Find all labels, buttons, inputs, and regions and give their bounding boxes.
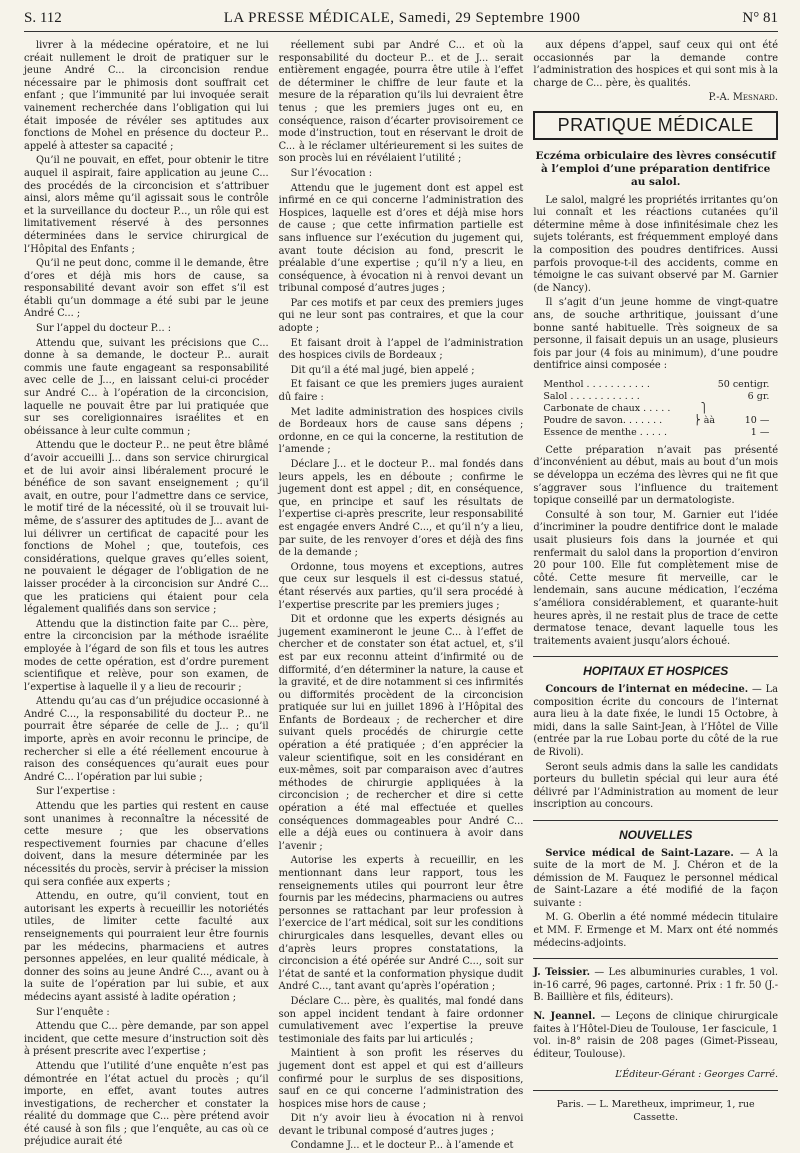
- col2-paragraph: Dit n’y avoir lieu à évocation ni à renvoi devant le tribunal composé d’autres juges ;: [278, 1113, 524, 1137]
- editor-line: L’Éditeur-Gérant : Georges Carré.: [615, 1069, 779, 1081]
- section-banner: PRATIQUE MÉDICALE: [533, 111, 778, 140]
- news-saint-lazare-2: M. G. Oberlin a été nommé médecin titulaire et MM. F. Ermenge et M. Marx ont été nommés médecins-adjoints.: [533, 912, 779, 949]
- recipe-qty: 50 centigr.: [717, 378, 770, 390]
- bibliography-text: — Les albuminuries curables, 1 vol. in-16 carré, 96 pages, cartonné. Prix : 1 fr. 50 (J.-B. Baillière et fils, éditeurs).: [533, 967, 779, 1004]
- article-body-continued: [533, 445, 778, 649]
- recipe-name: Carbonate de chaux . . . . .: [543, 402, 671, 414]
- col1-paragraph: Sur l’expertise :: [36, 786, 116, 798]
- col1-paragraph: Qu’il ne pouvait, en effet, pour obtenir le titre auquel il aspirait, faire application au jeune C... des procédés de la circoncision et s’attribuer ainsi, alors même qu’il agissait sous le contrôle et la surveillance du docteur P..., un rôle qui est limitativement réservé à des personnes déterminées dans le service chirurgical de l’Hôpital des Enfants ;: [24, 155, 269, 255]
- col2-paragraph: Et faisant ce que les premiers juges auraient dû faire :: [278, 379, 524, 404]
- recipe-row: [543, 403, 769, 415]
- col1-paragraph: Attendu que la distinction faite par C... père, entre la circoncision par la méthode israélite employée à l’égard de son fils et tous les autres modes de cette opération, est d’ordre purement scientifique et relève, pour son examen, de l’expertise à laquelle il y a lieu de recourir ;: [24, 618, 269, 693]
- col2-paragraph: Dit et ordonne que les experts désignés au jugement examineront le jeune C... à l’effet de chercher et de constater son état actuel, et, s’il est par eux reconnu atteint d’infirmité ou de difformité, d’en déterminer la nature, la cause et la gravité, et de dire notamment si ces infirmités ou difformités procèdent de la circoncision pratiquée sur lui en juillet 1896 à l’Hôpital des Enfants de Bordeaux ; de rechercher et dire suivant quels procédés de chirurgie cette opération a été pratiquée ; d’en apprécier la valeur scientifique, soit en les considérant en eux-mêmes, soit par comparaison avec d’autres méthodes de chirurgie appliquées à la circoncision ; de rechercher et dire si cette opération a été mal effectuée et quelles conséquences dommageables pour André C... elle a déjà eues ou continuera à avoir dans l’avenir ;: [278, 614, 524, 852]
- article-title: Eczéma orbiculaire des lèvres consécutif à l’emploi d’une préparation dentifrice au salol.: [535, 149, 776, 188]
- section-title-nouvelles: NOUVELLES: [619, 827, 693, 842]
- col2-paragraph: Sur l’évocation :: [290, 167, 372, 179]
- article-paragraph: Le salol, malgré les propriétés irritantes qu’on lui connaît et les réactions cutanées qu’il détermine même à dose infinitésimale chez les sujets tolérants, est fréquemment employé dans la composition des poudres dentifrices. Aussi parfois provoque-t-il des accidents, comme en témoigne le cas suivant observé par M. Garnier (de Nancy).: [533, 194, 779, 294]
- col2-paragraph: Maintient à son profit les réserves du jugement dont est appel et qui est d’ailleurs confirmé pour le surplus de ses dispositions, sauf en ce qui concerne l’administration des hospices mise hors de cause ;: [278, 1048, 524, 1110]
- recipe-row: [543, 415, 769, 427]
- recipe-name: Poudre de savon. . . . . . .: [543, 414, 663, 426]
- page-number: S. 112: [24, 10, 62, 26]
- article-paragraph: Il s’agit d’un jeune homme de vingt-quatre ans, de souche arthritique, jouissant d’une bonne santé habituelle. Très soigneux de sa personne, il faisait depuis un an usage, plusieurs fois par jour (4 fois au minimum), d’une poudre dentifrice ainsi composée :: [533, 297, 779, 372]
- col1-paragraph: Qu’il ne peut donc, comme il le demande, être d’ores et déjà mis hors de cause, sa responsabilité devant avoir son effet s’il est établi qu’un dommage a été subi par le jeune André C... ;: [24, 258, 269, 320]
- recipe-qty: 10 —: [744, 414, 770, 426]
- author-signature: P.-A. Mesnard.: [708, 92, 779, 104]
- divider: [533, 1090, 778, 1091]
- news-saint-lazare-text: — A la suite de la mort de M. J. Chéron et de la démission de M. Fauquez le personnel médical de Saint-Lazare a été modifié de la façon suivante :: [533, 847, 779, 909]
- col2-paragraph: Met ladite administration des hospices civils de Bordeaux hors de cause sans dépens ; ordonne, en ce qui la concerne, la restitution de l’amende ;: [278, 406, 524, 456]
- columns: [24, 40, 779, 1152]
- printer-line: Paris. — L. Maretheux, imprimeur, 1, rue Cassette.: [556, 1099, 755, 1123]
- recipe-row: [543, 379, 769, 391]
- col2-paragraph: Déclare C... père, ès qualités, mal fondé dans son appel incident tendant à faire ordonner cumulativement avec l’expertise la preuve testimoniale des faits par lui articulés ;: [278, 995, 524, 1045]
- col2-paragraph: Attendu que le jugement dont est appel est infirmé en ce qui concerne l’administration des Hospices, laquelle est d’ores et déjà mise hors de cause ; que cette infirmation partielle est sans influence sur l’exécution du jugement qui, avant toute décision au fond, prescrit le préalable d’une expertise ; qu’il n’y a lieu, en conséquence, à évocation ni à renvoi devant un tribunal composé d’autres juges ;: [278, 182, 524, 295]
- col2-paragraph: Autorise les experts à recueillir, en les mentionnant dans leur rapport, tous les renseignements utiles qui pourront leur être fournis par les médecins, pharmaciens ou autres personnes se rattachant par leur profession à l’exercice de l’art médical, soit sur les conditions chirurgicales dans lesquelles, devant elles ou d’après leurs propres constatations, la circoncision a été opérée sur André C..., soit sur l’état de santé et la conformation physique dudit André C..., tant avant qu’après l’opération ;: [278, 855, 524, 993]
- col2-paragraph: Ordonne, tous moyens et exceptions, autres que ceux sur lesquels il est ci-dessus statué, étant réservés aux parties, qu’il sera procédé à l’expertise prescrite par les premiers juges ;: [278, 561, 524, 611]
- col1-paragraph: Attendu que l’utilité d’une enquête n’est pas démontrée en l’état actuel du procès ; qu’il importe, en effet, avant toutes autres investigations, de rechercher et constater la réalité du dommage que C... père prétend avoir été causé à son fils ; que l’enquête, au cas où ce préjudice aurait été: [24, 1060, 269, 1148]
- bibliography-author: N. Jeannel.: [533, 1011, 596, 1023]
- bibliography-text: — Leçons de clinique chirurgicale faites à l’Hôtel-Dieu de Toulouse, 1er fascicule, 1 vol. in-8° raisin de 208 pages (Gimet-Pisseau, éditeur, Toulouse).: [533, 1011, 779, 1060]
- bibliography-author: J. Teissier.: [533, 967, 591, 979]
- col1-paragraph: Sur l’enquête :: [36, 1006, 110, 1018]
- recipe-row: [543, 391, 769, 403]
- recipe-table: [543, 379, 769, 439]
- col1-paragraph: Attendu que le docteur P... ne peut être blâmé d’avoir accueilli J... dans son service chirurgical et de lui avoir ainsi libéralement procuré le bénéfice de son savant enseignement ; qu’il avait, en outre, pour l’admettre dans ce service, le motif tiré de la nécessité, où il se trouvait lui-même, de s’assurer des aptitudes de J... avant de lui délivrer un certificat de capacité pour les fonctions de Mohel ; que, toutefois, ces considérations, quelque graves qu’elles soient, ne pouvaient le dégager de l’obligation de ne laisser procéder à la circoncision sur André C... que les praticiens qui étaient pour cela légalement qualifiés dans son service ;: [24, 440, 269, 616]
- col2-paragraph: Dit qu’il a été mal jugé, bien appelé ;: [290, 364, 475, 376]
- col2-paragraph: Par ces motifs et par ceux des premiers juges qui ne leur sont pas contraires, et que la cour adopte ;: [278, 297, 524, 335]
- running-head: [24, 10, 778, 32]
- col1-paragraph: Attendu que les parties qui restent en cause sont unanimes à reconnaître la nécessité de cette mesure ; que les observations respectivement fournies par chacune d’elles doivent, dans la mesure déterminée par les nécessités du procès, servir à préciser la mission qui sera confiée aux experts ;: [24, 801, 269, 888]
- newspaper-title: LA PRESSE MÉDICALE, Samedi, 29 Septembre 1900: [223, 10, 581, 26]
- col2-paragraph: Déclare J... et le docteur P... mal fondés dans leurs appels, les en déboute ; confirme le jugement dont est appel ; dit, en conséquence, que, en principe et sauf les résultats de l’expertise ci-après prescrite, leur responsabilité est engagée envers André C..., et qu’il n’y a lieu, par suite, de les renvoyer d’ores et déjà des fins de la demande ;: [278, 459, 524, 559]
- recipe-brace: ⎫: [700, 402, 708, 414]
- col3-intro: aux dépens d’appel, sauf ceux qui ont été occasionnés par la demande contre l’administration des hospices et qui sont mis à la charge de C... père, ès qualités.: [533, 40, 779, 89]
- divider: [533, 820, 778, 821]
- article-paragraph: Consulté à son tour, M. Garnier eut l’idée d’incriminer la poudre dentifrice dont le malade usait plusieurs fois dans la journée et qui renfermait du salol dans la proportion d’environ 20 pour 100. Elle fut complètement mise de côté. Cette mesure fit merveille, car le lendemain, sans aucune médication, l’eczéma s’améliora considérablement, et quarante-huit heures après, il ne restait plus de trace de cette dermatose tenace, devant laquelle tous les traitements avaient jusqu’alors échoué.: [533, 509, 779, 647]
- col1-paragraph: Attendu que, suivant les précisions que C... donne à sa demande, le docteur P... aurait commis une faute engageant sa responsabilité avec celle de J..., en laissant celui-ci procéder sur André C... à l’opération de la circoncision, laquelle ne pouvait être par lui pratiquée que sur ses coreligionnaires israélites et en obéissance à leur culte commun ;: [24, 337, 269, 437]
- recipe-name: Menthol . . . . . . . . . . .: [543, 378, 650, 390]
- divider: [533, 656, 778, 657]
- news-concours-text: — La composition écrite du concours de l’internat aura lieu à la date fixée, le lundi 15 Octobre, à midi, dans la salle Saint-Jean, à l’Hôtel de Ville (entrée par la rue Lobau porte du côté de la rue de Rivoli).: [533, 683, 779, 758]
- article-body: [533, 195, 778, 373]
- column-3: [533, 40, 778, 1140]
- col1-paragraph: livrer à la médecine opératoire, et ne lui créait nullement le droit de pratiquer sur le jeune André C... la circoncision rendue nécessaire par le phimosis dont souffrait cet enfant ; que l’immunité par lui invoquée serait vainement recherchée dans l’obligation qui lui était imposée de révéler ses aptitudes aux fonctions de Mohel en présence du docteur P... appelé à attester sa capacité ;: [24, 40, 269, 152]
- col1-paragraph: Attendu que C... père demande, par son appel incident, que cette mesure d’instruction soit dès à présent prescrite avec l’expertise ;: [24, 1021, 269, 1058]
- col2-paragraph: Condamne J... et le docteur P... à l’amende et: [290, 1140, 514, 1152]
- news-concours-2: Seront seuls admis dans la salle les candidats porteurs du bulletin spécial qui leur aura été délivré par l’Administration au moment de leur inscription au concours.: [533, 761, 779, 811]
- bibliography-entry: [533, 967, 778, 1005]
- col2-paragraph: réellement subi par André C... et où la responsabilité du docteur P... et de J... serait entièrement engagée, pourra être utile à l’effet de déterminer le chiffre de leur faute et la mesure de la réparation qu’ils lui devraient être tenus ; que les premiers juges ont eu, en conséquence, raison d’écarter provisoirement ce mode d’instruction, tout en réservant le droit de C... à le réclamer ultérieurement si les suites de son procès lui en révélaient l’utilité ;: [278, 40, 524, 165]
- recipe-qty: 1 —: [750, 426, 770, 438]
- article-paragraph: Cette préparation n’avait pas présenté d’inconvénient au début, mais au bout d’un mois se développa un eczéma des lèvres qui ne fit que s’aggraver sous l’influence du traitement topique conseillé par un dermatologiste.: [533, 444, 779, 507]
- recipe-row: [543, 427, 769, 439]
- column-2: [278, 40, 524, 1152]
- column-1: [24, 40, 269, 1148]
- col1-paragraph: Attendu, en outre, qu’il convient, tout en autorisant les experts à recueillir les notoriétés utiles, de limiter cette faculté aux renseignements qui pourraient leur être fournis par les médecins, pharmaciens et autres personnes appelées, en leur qualité médicale, à donner des soins au jeune André C..., avant ou à la suite de l’opération par lui subie, et aux médecins ayant assisté à ladite opération ;: [24, 891, 269, 1003]
- recipe-brace: ⎬ àà: [693, 414, 716, 426]
- news-concours-lead: Concours de l’internat en médecine.: [545, 683, 749, 695]
- bibliography: [533, 967, 778, 1061]
- bibliography-entry: [533, 1011, 778, 1061]
- recipe-name: Essence de menthe . . . . .: [543, 426, 667, 438]
- col1-paragraph: Attendu qu’au cas d’un préjudice occasionné à André C..., la responsabilité du docteur P... ne pourrait être séparée de celle de J... ; qu’il importe, après en avoir reconnu le principe, de rechercher si elle a été réellement encourue à raison des conséquences qu’aurait eues pour André C... l’opération par lui subie ;: [24, 696, 269, 783]
- section-title-hopitaux: HOPITAUX ET HOSPICES: [583, 664, 729, 679]
- news-saint-lazare: [533, 848, 778, 911]
- divider: [533, 958, 778, 959]
- col1-paragraph: Sur l’appel du docteur P... :: [36, 323, 172, 335]
- issue-number: N° 81: [742, 10, 778, 26]
- news-saint-lazare-lead: Service médical de Saint-Lazare.: [545, 847, 734, 859]
- col2-paragraph: Et faisant droit à l’appel de l’administration des hospices civils de Bordeaux ;: [278, 337, 524, 362]
- recipe-qty: 6 gr.: [747, 390, 770, 402]
- news-concours: [533, 684, 778, 760]
- recipe-name: Salol . . . . . . . . . . . .: [543, 390, 640, 402]
